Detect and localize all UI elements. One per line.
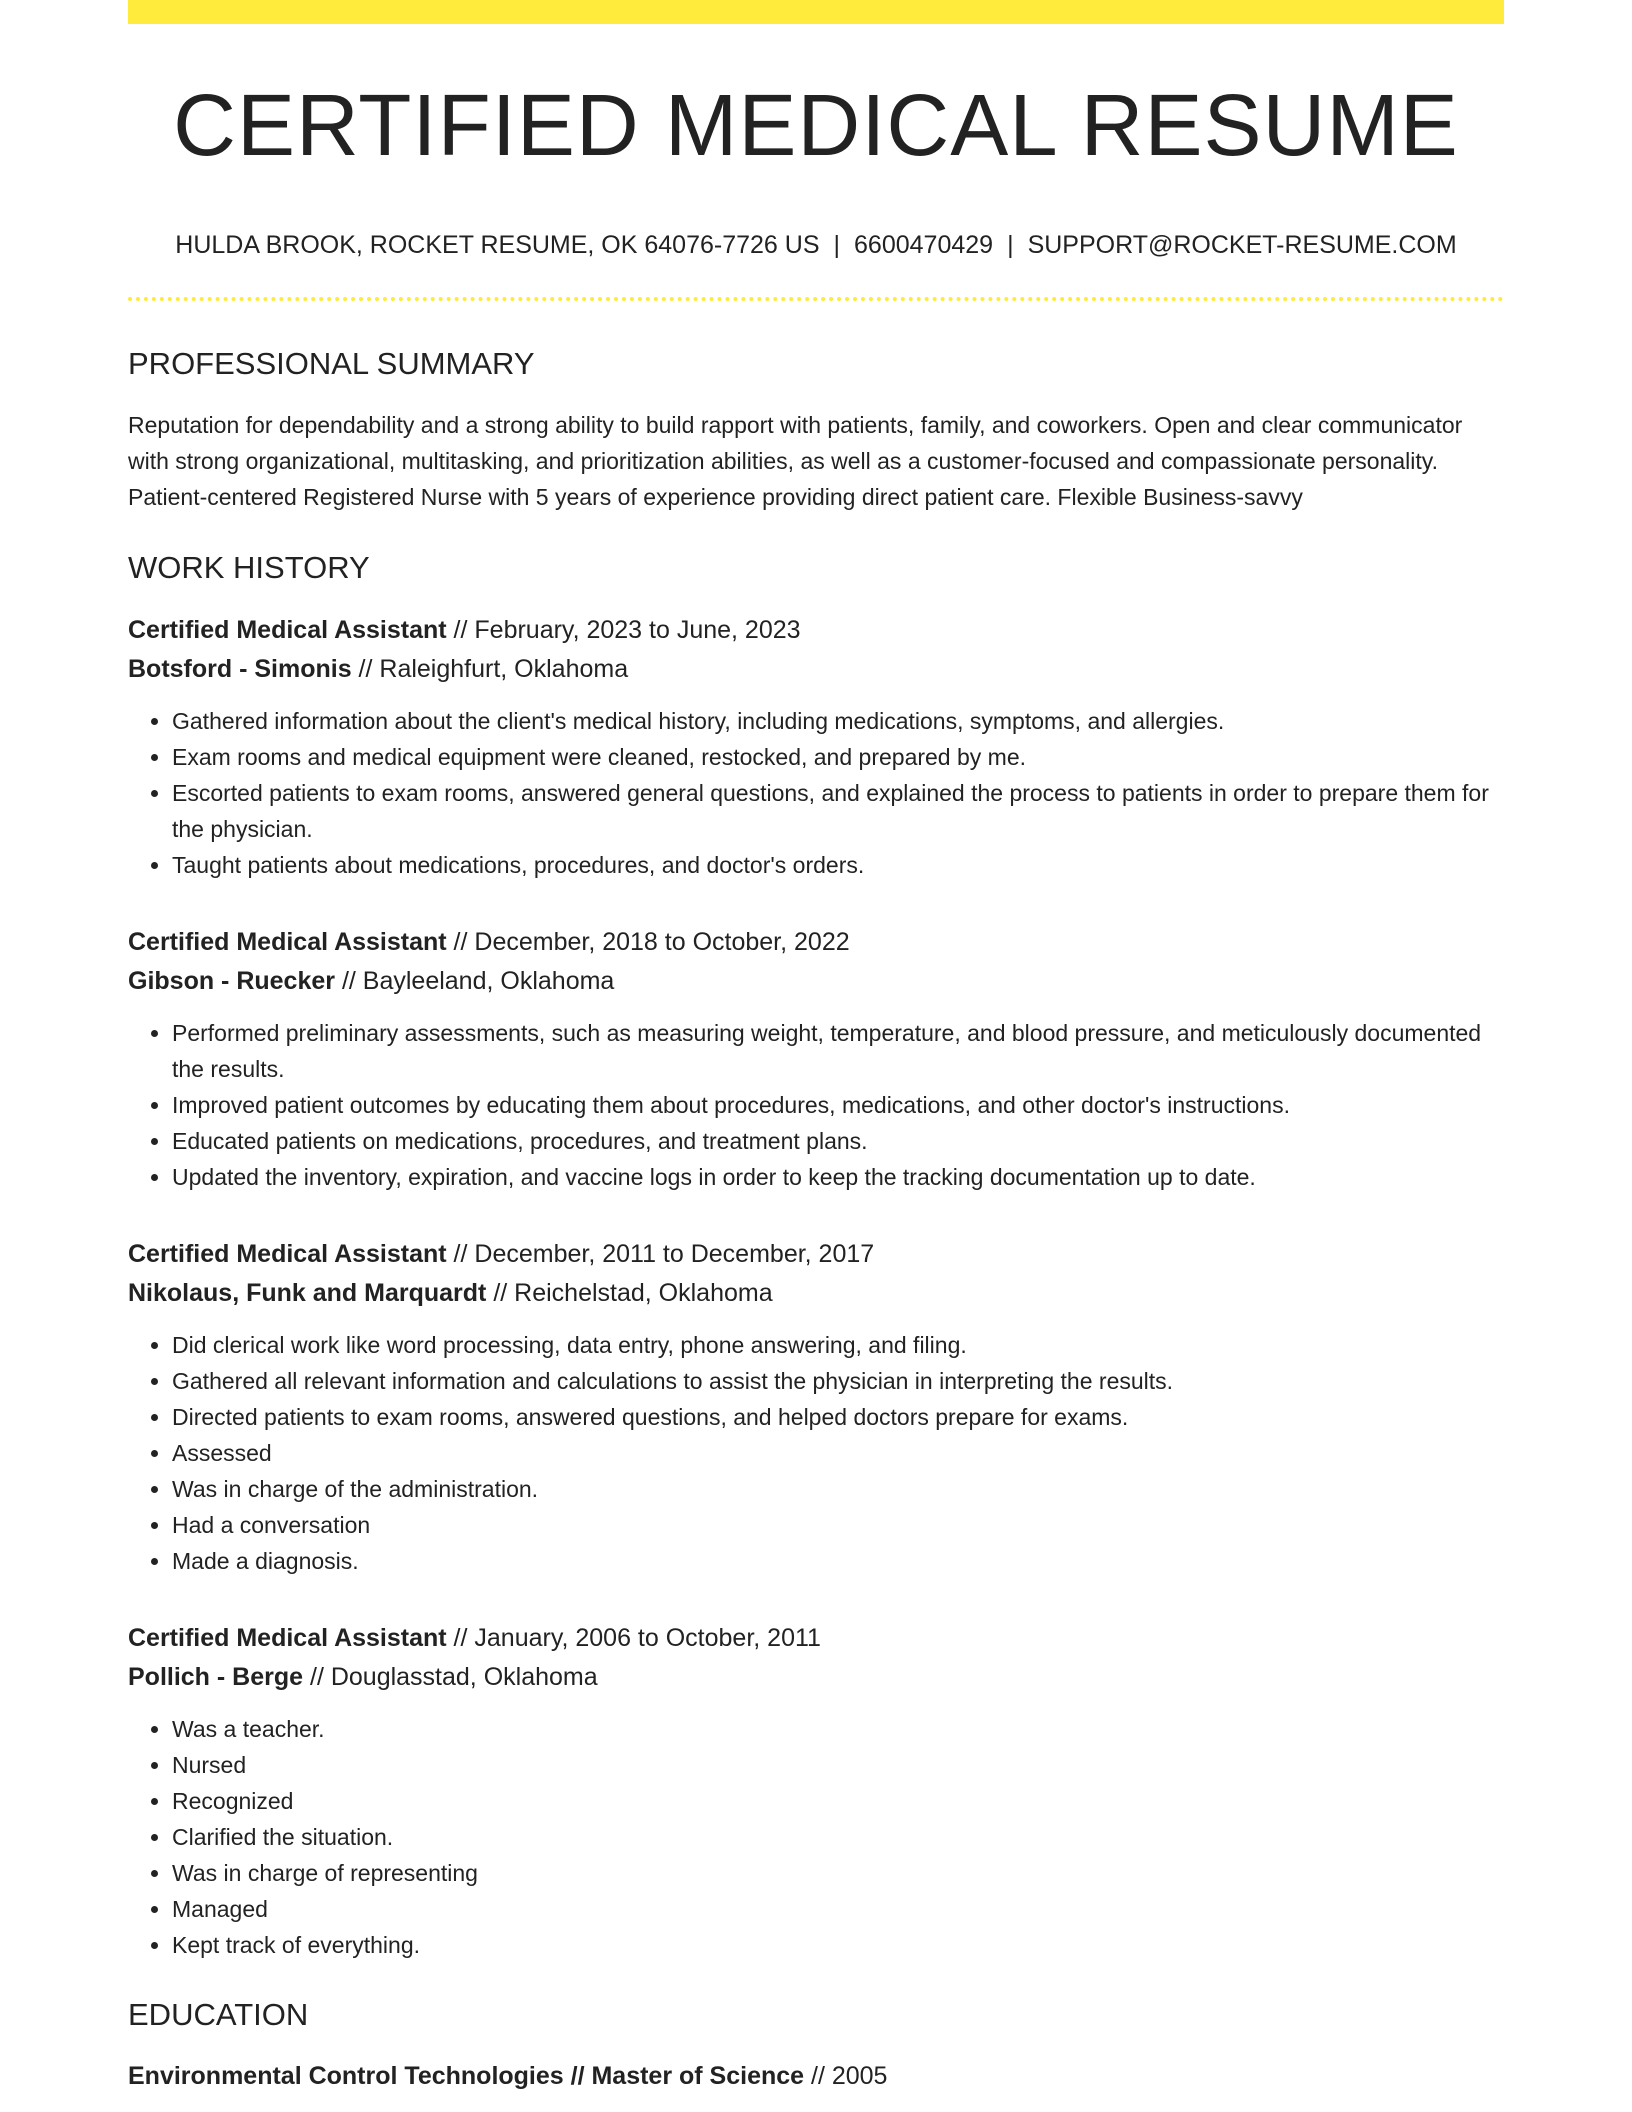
contact-email: SUPPORT@ROCKET-RESUME.COM [1027, 231, 1457, 259]
resume-page [128, 0, 1504, 2096]
job-bullet: • Nursed [172, 1747, 1504, 1783]
job-bullet: • Exam rooms and medical equipment were cleaned, restocked, and prepared by me. [172, 739, 1504, 775]
job-bullet: • Was in charge of the administration. [172, 1471, 1504, 1507]
job-location: // Reichelstad, Oklahoma [486, 1279, 773, 1307]
job-company: Botsford - Simonis [128, 655, 352, 683]
job-title-line [128, 1235, 1504, 1274]
job-bullet: • Managed [172, 1891, 1504, 1927]
job-company: Gibson - Ruecker [128, 967, 335, 995]
job-title: Certified Medical Assistant [128, 616, 447, 644]
job-location: // Bayleeland, Oklahoma [335, 967, 615, 995]
job-company-line [128, 650, 1504, 689]
work-history-heading: WORK HISTORY [128, 550, 370, 585]
job-bullet: • Did clerical work like word processing, data entry, phone answering, and filing. [172, 1327, 1504, 1363]
job-entry [128, 1235, 1504, 1579]
education-heading: EDUCATION [128, 1997, 309, 2032]
job-company-line [128, 1658, 1504, 1697]
summary-heading: PROFESSIONAL SUMMARY [128, 346, 535, 381]
job-location: // Raleighfurt, Oklahoma [351, 655, 629, 683]
job-bullet: • Gathered all relevant information and calculations to assist the physician in interpreting the results. [172, 1363, 1504, 1399]
job-bullet: • Had a conversation [172, 1507, 1504, 1543]
job-bullet: • Taught patients about medications, procedures, and doctor's orders. [172, 847, 1504, 883]
job-bullet: • Was in charge of representing [172, 1855, 1504, 1891]
job-bullet: • Assessed [172, 1435, 1504, 1471]
job-title-line [128, 1619, 1504, 1658]
job-bullet: • Updated the inventory, expiration, and vaccine logs in order to keep the tracking documentation up to date. [172, 1159, 1504, 1195]
job-bullet-list [128, 1015, 1504, 1195]
job-bullet: • Improved patient outcomes by educating them about procedures, medications, and other doctor's instructions. [172, 1087, 1504, 1123]
job-bullet-list [128, 1327, 1504, 1579]
summary-text: Reputation for dependability and a strong ability to build rapport with patients, family, and coworkers. Open and clear communicator with strong organizational, multitasking, and prioritization abilities, as well as a customer-focused and compassionate personality. Patient-centered Registered Nurse with 5 years of experience providing direct patient care. Flexible Business-savvy [128, 412, 1463, 510]
job-bullet: • Educated patients on medications, procedures, and treatment plans. [172, 1123, 1504, 1159]
job-company: Nikolaus, Funk and Marquardt [128, 1279, 487, 1307]
job-bullet: • Performed preliminary assessments, such as measuring weight, temperature, and blood pressure, and meticulously documented the results. [172, 1015, 1504, 1087]
dotted-divider [128, 297, 1504, 301]
job-bullet: • Recognized [172, 1783, 1504, 1819]
contact-separator: | [1007, 231, 1014, 259]
education-school-degree: Environmental Control Technologies // Master of Science [128, 2062, 805, 2090]
job-dates: // January, 2006 to October, 2011 [446, 1624, 821, 1652]
job-bullet: • Escorted patients to exam rooms, answered general questions, and explained the process to patients in order to prepare them for the physician. [172, 775, 1504, 847]
job-title-line [128, 611, 1504, 650]
job-entry [128, 1619, 1504, 1963]
job-bullet: • Directed patients to exam rooms, answered questions, and helped doctors prepare for exams. [172, 1399, 1504, 1435]
job-dates: // December, 2018 to October, 2022 [446, 928, 850, 956]
job-location: // Douglasstad, Oklahoma [303, 1663, 598, 1691]
job-dates: // December, 2011 to December, 2017 [446, 1240, 875, 1268]
job-entry [128, 923, 1504, 1195]
job-bullet-list [128, 1711, 1504, 1963]
job-bullet-list [128, 703, 1504, 883]
job-bullet: • Was a teacher. [172, 1711, 1504, 1747]
contact-address: HULDA BROOK, ROCKET RESUME, OK 64076-7726 US [175, 231, 820, 259]
job-company-line [128, 1274, 1504, 1313]
job-title: Certified Medical Assistant [128, 1240, 447, 1268]
job-title: Certified Medical Assistant [128, 1624, 447, 1652]
job-entry [128, 611, 1504, 883]
job-company-line [128, 962, 1504, 1001]
job-bullet: • Made a diagnosis. [172, 1543, 1504, 1579]
job-company: Pollich - Berge [128, 1663, 304, 1691]
education-year: // 2005 [804, 2062, 888, 2090]
accent-top-bar [128, 0, 1504, 24]
job-title-line [128, 923, 1504, 962]
job-bullet: • Gathered information about the client's medical history, including medications, symptoms, and allergies. [172, 703, 1504, 739]
education-entry [128, 2057, 1504, 2096]
contact-line [128, 233, 1504, 258]
contact-separator: | [833, 231, 841, 259]
resume-title: CERTIFIED MEDICAL RESUME [173, 77, 1459, 174]
contact-phone: 6600470429 [854, 231, 994, 259]
job-dates: // February, 2023 to June, 2023 [446, 616, 801, 644]
job-bullet: • Clarified the situation. [172, 1819, 1504, 1855]
job-bullet: • Kept track of everything. [172, 1927, 1504, 1963]
job-title: Certified Medical Assistant [128, 928, 447, 956]
